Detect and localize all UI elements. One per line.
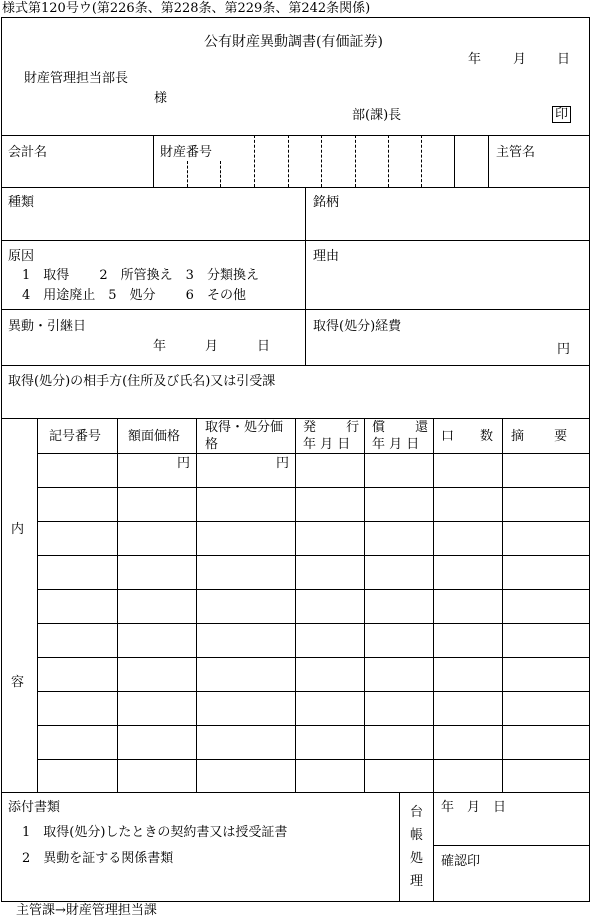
cause-options-1: 1 取得 2 所管換え 3 分類換え xyxy=(22,268,259,283)
rule xyxy=(37,725,590,726)
divider xyxy=(433,418,434,792)
digit-divider xyxy=(388,135,389,187)
rule xyxy=(37,691,590,692)
divider xyxy=(305,187,306,365)
divider xyxy=(399,792,400,902)
rule xyxy=(37,623,590,624)
divider xyxy=(502,418,503,792)
digit-divider xyxy=(355,135,356,187)
ledger-date: 年 月 日 xyxy=(441,800,507,815)
transfer-date-values: 年 月 日 xyxy=(153,339,271,354)
ledger-char-3: 処 xyxy=(410,851,424,866)
header-issue-2: 年 月 日 xyxy=(303,437,351,452)
attachment-item-1: 1 取得(処分)したときの契約書又は授受証書 xyxy=(22,825,288,840)
divider xyxy=(433,792,434,902)
honorific: 様 xyxy=(154,91,168,106)
transfer-date-label: 異動・引継日 xyxy=(8,319,87,334)
header-issue-1: 発 行 xyxy=(303,420,360,435)
divider xyxy=(488,135,489,187)
header-acq-price-2: 格 xyxy=(205,437,219,452)
header-redeem-1: 償 還 xyxy=(372,420,429,435)
rule xyxy=(1,365,590,366)
cost-label: 取得(処分)経費 xyxy=(313,319,402,334)
attachments-label: 添付書類 xyxy=(8,800,61,815)
attachment-item-2: 2 異動を証する関係書類 xyxy=(22,851,174,866)
cost-yen: 円 xyxy=(557,342,571,357)
routing-footer: 主管課→財産管理担当課 xyxy=(16,903,157,918)
rule xyxy=(37,759,590,760)
rule xyxy=(1,135,590,136)
divider xyxy=(37,418,38,792)
header-month: 月 xyxy=(513,52,527,67)
header-acq-price-1: 取得・処分価 xyxy=(205,420,284,435)
form-reference: 様式第120号ウ(第226条、第228条、第229条、第242条関係) xyxy=(2,1,371,16)
rule xyxy=(37,589,590,590)
digit-divider xyxy=(187,161,188,187)
divider xyxy=(454,135,455,187)
rule xyxy=(1,309,590,310)
ledger-char-4: 理 xyxy=(410,874,424,889)
addressee: 財産管理担当部長 xyxy=(24,71,129,86)
header-notes: 摘 要 xyxy=(511,429,568,444)
form-title: 公有財産異動調書(有価証券) xyxy=(204,34,383,50)
ledger-char-2: 帳 xyxy=(410,828,424,843)
side-label-uchi: 内 xyxy=(11,522,25,537)
cause-label: 原因 xyxy=(8,249,35,264)
rule xyxy=(37,487,590,488)
rule xyxy=(37,657,590,658)
digit-divider xyxy=(321,135,322,187)
divider xyxy=(117,418,118,792)
reason-label: 理由 xyxy=(313,249,340,264)
dept-head-label: 部(課)長 xyxy=(352,108,402,123)
rule xyxy=(433,845,590,846)
rule xyxy=(37,555,590,556)
side-label-you: 容 xyxy=(11,675,25,690)
divider xyxy=(364,418,365,792)
supervisor-label: 主管名 xyxy=(496,145,536,160)
seal-mark: 印 xyxy=(552,106,571,123)
header-code-number: 記号番号 xyxy=(49,429,102,444)
ledger-char-1: 台 xyxy=(410,805,424,820)
counterparty-label: 取得(処分)の相手方(住所及び氏名)又は引受課 xyxy=(8,374,276,389)
property-number-label: 財産番号 xyxy=(160,145,213,160)
rule xyxy=(1,792,590,793)
cause-options-2: 4 用途廃止 5 処分 6 その他 xyxy=(22,288,246,303)
divider xyxy=(295,418,296,792)
confirm-seal-label: 確認印 xyxy=(441,854,481,869)
digit-divider xyxy=(288,135,289,187)
digit-divider xyxy=(220,161,221,187)
header-redeem-2: 年 月 日 xyxy=(372,437,420,452)
kind-label: 種類 xyxy=(8,195,35,210)
rule xyxy=(37,453,590,454)
divider xyxy=(196,418,197,792)
acq-price-yen: 円 xyxy=(276,456,290,471)
digit-divider xyxy=(254,135,255,187)
rule xyxy=(1,187,590,188)
header-face-value: 額面価格 xyxy=(128,429,181,444)
header-units: 口 数 xyxy=(441,429,494,444)
header-year: 年 xyxy=(468,52,482,67)
header-day: 日 xyxy=(557,52,571,67)
account-name-label: 会計名 xyxy=(8,145,48,160)
face-value-yen: 円 xyxy=(177,456,191,471)
divider xyxy=(153,135,154,187)
digit-divider xyxy=(421,135,422,187)
rule xyxy=(1,240,590,241)
rule xyxy=(37,521,590,522)
brand-label: 銘柄 xyxy=(313,195,340,210)
